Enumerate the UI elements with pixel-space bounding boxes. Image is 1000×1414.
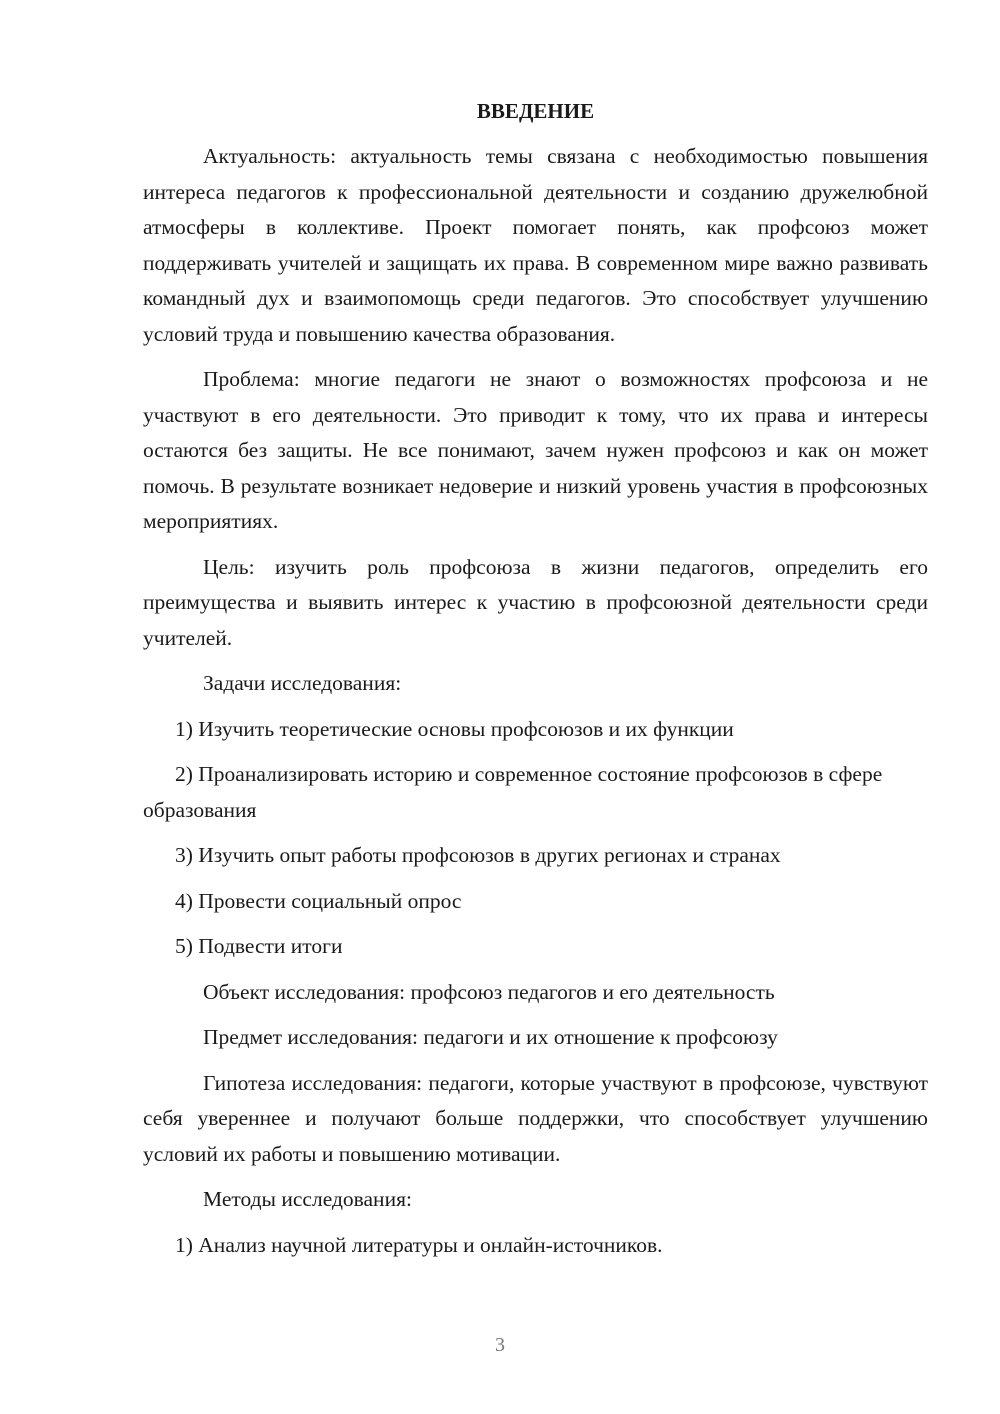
relevance-paragraph: Актуальность: актуальность темы связана с необходимостью повышения интереса педагогов к профессиональной деятельности и созданию дружелюбной атмосферы в коллективе. Проект помогает понять, как профсоюз может поддерживать учителей и защищать их права. В современном мире важно развивать командный дух и взаимопомощь среди педагогов. Это способствует улучшению условий труда и повышению качества образования. [143, 144, 928, 346]
goal-paragraph: Цель: изучить роль профсоюза в жизни педагогов, определить его преимущества и выявить интерес к участию в профсоюзной деятельности среди учителей. [143, 554, 928, 650]
page-content [143, 96, 928, 1273]
hypothesis-paragraph: Гипотеза исследования: педагоги, которые участвуют в профсоюзе, чувствуют себя увереннее и получают больше поддержки, что способствует улучшению условий их работы и повышению мотивации. [143, 1070, 928, 1166]
object-line: Объект исследования: профсоюз педагогов и его деятельность [203, 979, 775, 1004]
section-title: ВВЕДЕНИЕ [476, 99, 595, 123]
methods-heading: Методы исследования: [203, 1187, 412, 1211]
task-item: 2) Проанализировать историю и современное состояние профсоюзов в сфере образования [143, 762, 883, 822]
tasks-heading: Задачи исследования: [203, 671, 402, 695]
problem-paragraph: Проблема: многие педагоги не знают о возможностях профсоюза и не участвуют в его деятельности. Это приводит к тому, что их права и интересы остаются без защиты. Не все понимают, зачем нужен профсоюз и как он может помочь. В результате возникает недоверие и низкий уровень участия в профсоюзных мероприятиях. [143, 367, 928, 533]
subject-line: Предмет исследования: педагоги и их отношение к профсоюзу [203, 1025, 778, 1049]
task-item: 1) Изучить теоретические основы профсоюзов и их функции [175, 716, 734, 741]
page-number: 3 [495, 1334, 505, 1356]
task-item: 5) Подвести итоги [175, 934, 343, 958]
task-item: 4) Провести социальный опрос [175, 888, 462, 913]
method-item: 1) Анализ научной литературы и онлайн-источников. [175, 1232, 663, 1257]
task-item: 3) Изучить опыт работы профсоюзов в других регионах и странах [175, 843, 781, 867]
